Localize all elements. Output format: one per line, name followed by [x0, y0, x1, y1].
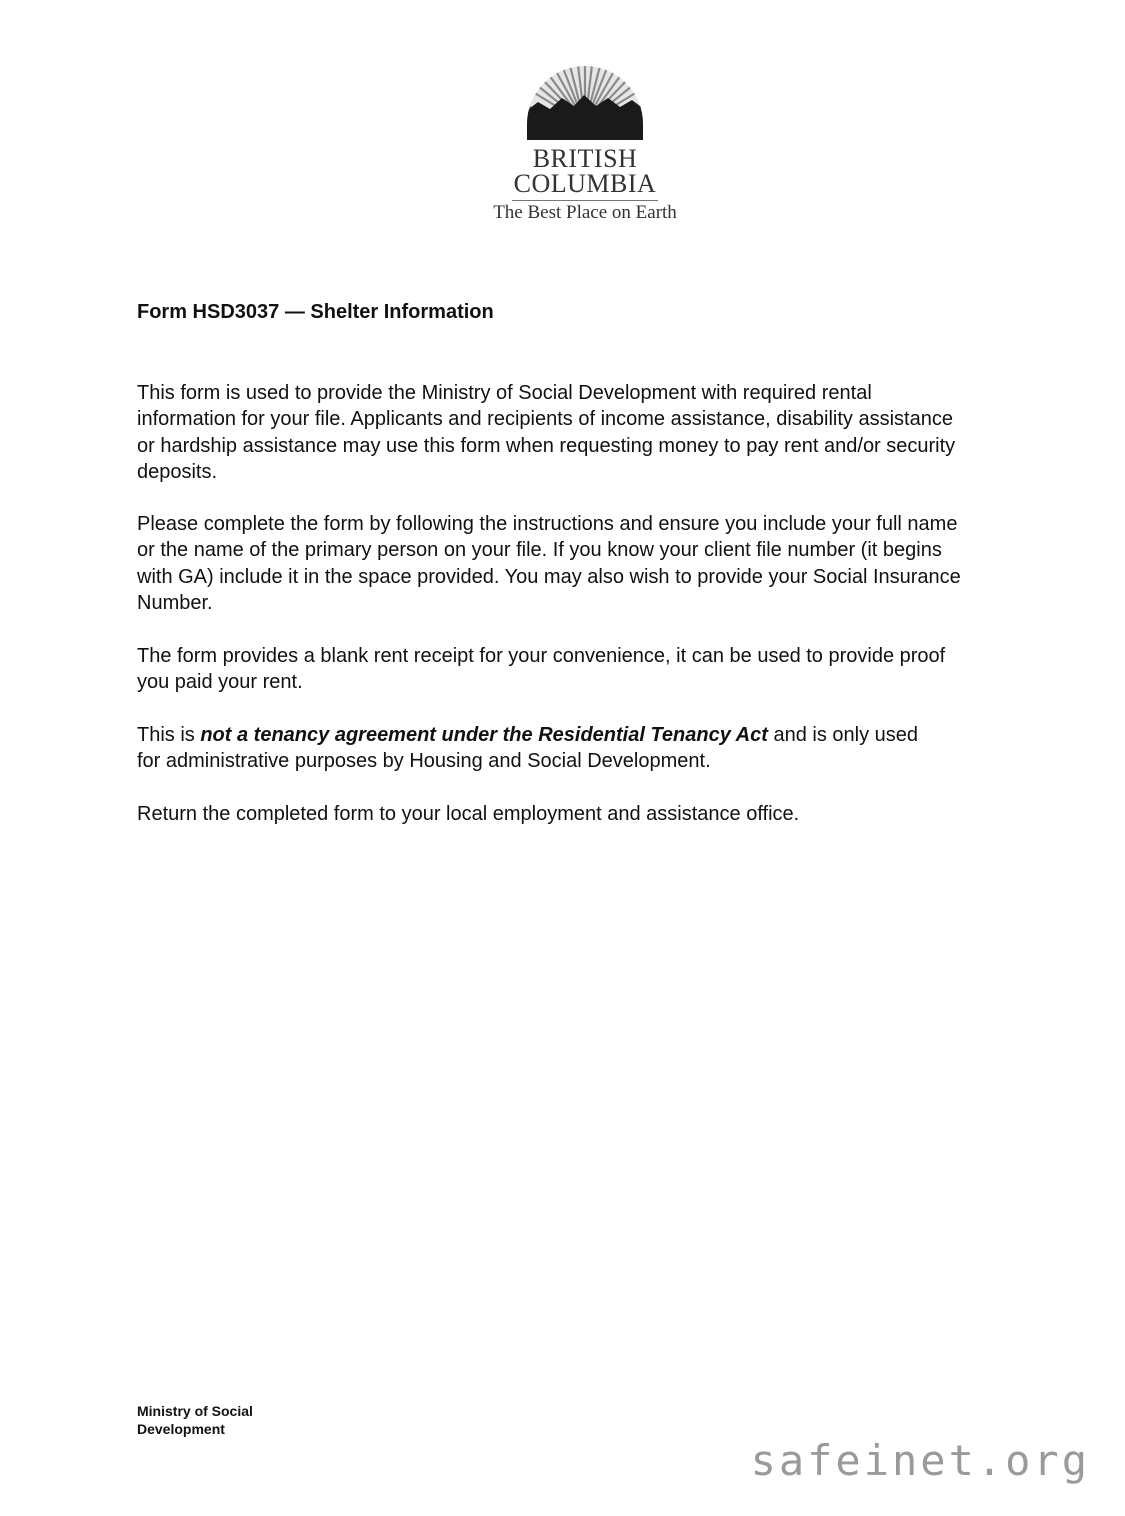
text-line: with GA) include it in the space provided. You may also wish to provide your Social Insurance [137, 565, 961, 588]
disclaimer-suffix: and is only used [767, 724, 919, 746]
logo-divider [512, 200, 658, 201]
intro-paragraph [137, 380, 1037, 485]
text-line: for administrative purposes by Housing and Social Development. [137, 750, 711, 773]
text-line: deposits. [137, 460, 218, 483]
bc-logo [480, 62, 690, 232]
text-line: you paid your rent. [137, 671, 303, 694]
text-line: or the name of the primary person on your file. If you know your client file number (it begins [137, 539, 942, 562]
text-line [137, 722, 1037, 748]
text-line: Return the completed form to your local employment and assistance office. [137, 803, 800, 825]
disclaimer-prefix: This is [137, 724, 201, 746]
tenancy-disclaimer-paragraph [137, 722, 1037, 775]
footer-line: Ministry of Social [137, 1403, 253, 1419]
logo-text-british: BRITISH [532, 144, 638, 173]
text-line: Number. [137, 591, 213, 614]
footer-ministry-name [137, 1402, 253, 1438]
logo-tagline: The Best Place on Earth [493, 202, 677, 223]
instructions-paragraph [137, 511, 1037, 616]
disclaimer-emphasis: not a tenancy agreement under the Residential Tenancy Act [200, 724, 768, 746]
return-instructions-paragraph [137, 801, 1037, 827]
sun-mountain-emblem-icon [480, 62, 690, 142]
form-title: Form HSD3037 — Shelter Information [137, 301, 494, 323]
text-line: This form is used to provide the Ministry of Social Development with required rental [137, 382, 872, 404]
footer-line: Development [137, 1421, 225, 1437]
text-line: Please complete the form by following the instructions and ensure you include your full name [137, 513, 958, 535]
rent-receipt-paragraph [137, 643, 1037, 696]
text-line: or hardship assistance may use this form when requesting money to pay rent and/or security [137, 434, 956, 457]
text-line: information for your file. Applicants and recipients of income assistance, disability assistance [137, 408, 953, 431]
logo-text-columbia: COLUMBIA [513, 169, 657, 198]
watermark: safeinet.org [750, 1436, 1090, 1485]
text-line: The form provides a blank rent receipt for your convenience, it can be used to provide proof [137, 645, 946, 667]
